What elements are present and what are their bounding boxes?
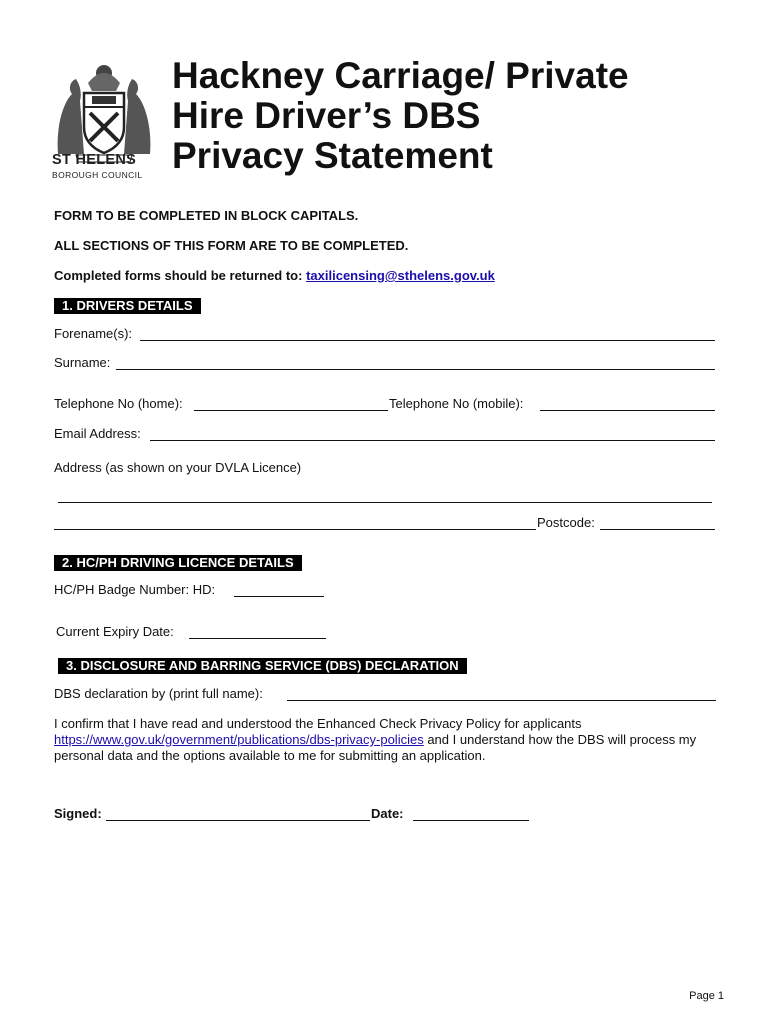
badge-number-field[interactable] (234, 596, 324, 597)
signature-field[interactable] (106, 820, 370, 821)
date-field[interactable] (413, 820, 529, 821)
confirmation-paragraph (54, 716, 744, 764)
section-3-heading: 3. DISCLOSURE AND BARRING SERVICE (DBS) DECLARATION (58, 658, 467, 674)
declaration-name-field[interactable] (287, 700, 716, 701)
return-email-link[interactable]: taxilicensing@sthelens.gov.uk (306, 268, 495, 283)
forename-label: Forename(s): (54, 326, 133, 341)
date-label: Date: (371, 806, 404, 821)
signed-label: Signed: (54, 806, 102, 821)
forename-field[interactable] (140, 340, 715, 341)
postcode-label: Postcode: (537, 515, 595, 530)
tel-home-field[interactable] (194, 410, 388, 411)
surname-label: Surname: (54, 355, 111, 370)
council-subtitle: BOROUGH COUNCIL (52, 170, 143, 180)
surname-field[interactable] (116, 369, 715, 370)
tel-mobile-field[interactable] (540, 410, 715, 411)
title-line-3: Privacy Statement (172, 135, 493, 176)
return-instructions (54, 268, 495, 283)
expiry-date-label: Current Expiry Date: (56, 624, 174, 639)
confirmation-text-2: and I understand how the DBS will process my personal data and the options available to me for submitting an application. (54, 732, 697, 763)
email-field[interactable] (150, 440, 715, 441)
title-line-1: Hackney Carriage/ Private (172, 55, 629, 96)
badge-number-label: HC/PH Badge Number: HD: (54, 582, 216, 597)
declaration-by-label: DBS declaration by (print full name): (54, 686, 263, 701)
council-name: ST HELENS (52, 152, 137, 168)
page-title (172, 56, 629, 176)
tel-home-label: Telephone No (home): (54, 396, 183, 411)
confirmation-text: I confirm that I have read and understood the Enhanced Check Privacy Policy for applicants (54, 716, 582, 731)
address-line-2-field[interactable] (54, 529, 536, 530)
tel-mobile-label: Telephone No (mobile): (389, 396, 524, 411)
return-prefix: Completed forms should be returned to: (54, 268, 303, 283)
block-capitals-note: FORM TO BE COMPLETED IN BLOCK CAPITALS. (54, 208, 359, 223)
title-line-2: Hire Driver’s DBS (172, 95, 481, 136)
address-label: Address (as shown on your DVLA Licence) (54, 460, 302, 475)
section-2-heading: 2. HC/PH DRIVING LICENCE DETAILS (54, 555, 302, 571)
all-sections-note: ALL SECTIONS OF THIS FORM ARE TO BE COMPLETED. (54, 238, 409, 253)
page-number: Page 1 (689, 990, 724, 1002)
email-label: Email Address: (54, 426, 141, 441)
section-1-heading: 1. DRIVERS DETAILS (54, 298, 201, 314)
dbs-policy-link[interactable]: https://www.gov.uk/government/publications/dbs-privacy-policies (54, 732, 424, 747)
expiry-date-field[interactable] (189, 638, 326, 639)
address-line-1-field[interactable] (58, 502, 712, 503)
postcode-field[interactable] (600, 529, 715, 530)
